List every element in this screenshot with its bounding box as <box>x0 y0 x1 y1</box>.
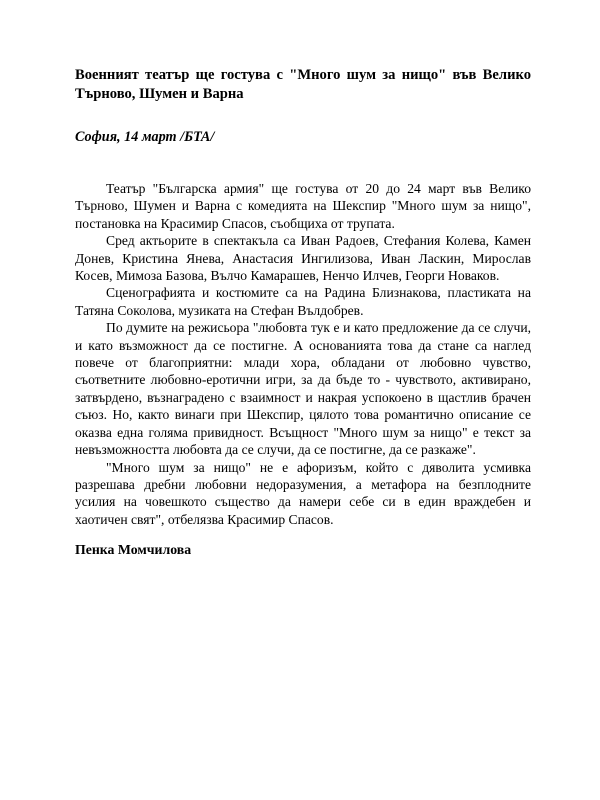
article-body <box>75 180 531 528</box>
article-dateline: София, 14 март /БТА/ <box>75 129 215 145</box>
article-headline: Военният театър ще гостува с "Много шум за нищо" във Велико Търново, Шумен и Варна <box>75 67 531 102</box>
article-paragraph: Сред актьорите в спектакъла са Иван Радоев, Стефания Колева, Камен Донев, Кристина Янева, Анастасия Ингилизова, Иван Ласкин, Мирослав Косев, Мимоза Базова, Вълчо Камарашев, Ненчо Илчев, Георги Новаков. <box>75 233 531 284</box>
article-paragraph: "Много шум за нищо" не е афоризъм, който с дяволита усмивка разрешава дребни любовни недоразумения, а метафора на безплодните усилия на човешкото същество да намери себе си в един враждебен и хаотичен свят", отбелязва Красимир Спасов. <box>75 459 531 527</box>
article-paragraph: Театър "Българска армия" ще гостува от 20 до 24 март във Велико Търново, Шумен и Варна с комедията на Шекспир "Много шум за нищо", постановка на Красимир Спасов, съобщиха от трупата. <box>75 181 531 231</box>
article-paragraph: По думите на режисьора "любовта тук е и като предложение да се случи, и като възможност да се постигне. А основанията това да стане са наглед повече от благоприятни: млади хора, обладани от любовно чувство, съответните любовно-еротични игри, за да бъде то - чувството, активирано, затвърдено, възнаградено с взаимност и накрая успокоено в щастлив брачен съюз. Но, както винаги при Шекспир, цялото това романтично описание се оказва една голяма привидност. Всъщност "Много шум за нищо" е текст за невъзможността любовта да се случи, да се постигне, да се разкаже". <box>75 320 531 458</box>
article-paragraph: Сценографията и костюмите са на Радина Близнакова, пластиката на Татяна Соколова, музиката на Стефан Вълдобрев. <box>75 285 531 318</box>
article-author: Пенка Момчилова <box>75 542 192 557</box>
